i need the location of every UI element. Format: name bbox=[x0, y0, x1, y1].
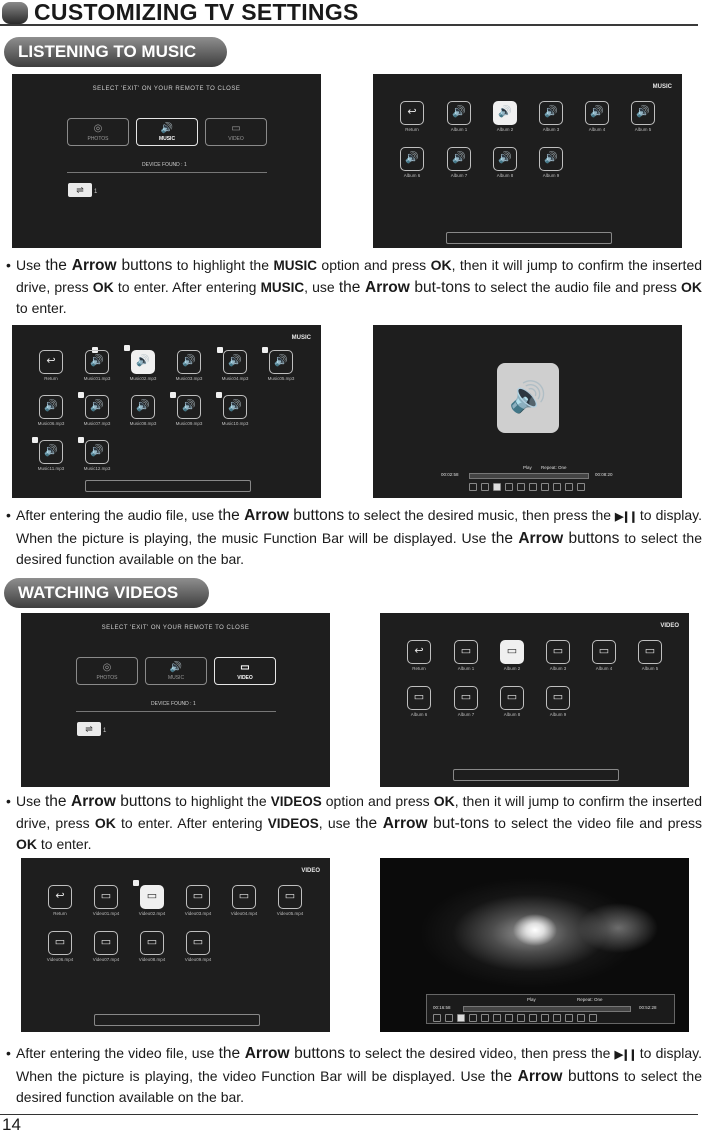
album-icon: 🔊 bbox=[539, 101, 563, 125]
file-icon: 🔊 bbox=[223, 350, 247, 374]
return-icon: ↩ bbox=[48, 885, 72, 909]
file-icon: 🔊 bbox=[269, 350, 293, 374]
source-tile-photos: ◎ PHOTOS bbox=[67, 118, 129, 146]
file-icon: 🔊 bbox=[177, 395, 201, 419]
control-button bbox=[553, 1014, 561, 1022]
control-button bbox=[577, 1014, 585, 1022]
screen-header: SELECT 'EXIT' ON YOUR REMOTE TO CLOSE bbox=[92, 86, 241, 92]
icon-label: Video01.mp4 bbox=[92, 911, 120, 916]
icon-label: Music12.mp3 bbox=[83, 466, 111, 471]
icon-label: Album 3 bbox=[542, 127, 560, 132]
icon-label: Album 3 bbox=[549, 666, 567, 671]
screenshot-music-files bbox=[12, 325, 321, 498]
camera-icon: ◎ bbox=[102, 662, 112, 673]
file-icon: ▭ bbox=[94, 931, 118, 955]
icon-label: Music08.mp3 bbox=[129, 421, 157, 426]
instruction-music-2: • After entering the audio file, use the Arrow buttons to select the desired music, then press the ▶❙❙ to display. When the picture is playing, the music Function Bar will be displayed. Use the Arrow buttons to select the desired function available on the bar. bbox=[6, 507, 702, 567]
control-button bbox=[517, 1014, 525, 1022]
icon-label: Album 9 bbox=[542, 173, 560, 178]
icon-label: Album 5 bbox=[634, 127, 652, 132]
control-button bbox=[505, 1014, 513, 1022]
screen-tag: VIDEO bbox=[660, 623, 679, 629]
control-button bbox=[541, 483, 549, 491]
instruction-video-1: • Use the Arrow buttons to highlight the VIDEOS option and press OK, then it will jump to confirm the inserted drive, press OK to enter. After entering VIDEOS, use the Arrow but-tons to select the video file and press OK to enter. bbox=[6, 793, 702, 852]
screenshot-music-playing bbox=[373, 325, 682, 498]
device-found-label: DEVICE FOUND : 1 bbox=[142, 162, 187, 168]
checkbox bbox=[170, 392, 176, 398]
album-icon: ▭ bbox=[454, 686, 478, 710]
time-end: 00:52:28 bbox=[639, 1005, 657, 1010]
file-icon: 🔊 bbox=[131, 395, 155, 419]
screen-header: SELECT 'EXIT' ON YOUR REMOTE TO CLOSE bbox=[101, 625, 250, 631]
title-bullet-icon bbox=[2, 2, 28, 24]
album-icon: 🔊 bbox=[493, 147, 517, 171]
file-icon: ▭ bbox=[278, 885, 302, 909]
icon-label: Music05.mp3 bbox=[267, 376, 295, 381]
icon-label: Video03.mp4 bbox=[184, 911, 212, 916]
return-icon: ↩ bbox=[39, 350, 63, 374]
bullet: • bbox=[6, 793, 11, 809]
icon-label: Music02.mp3 bbox=[129, 376, 157, 381]
instruction-music-1: • Use the Arrow buttons to highlight the MUSIC option and press OK, then it will jump to confirm the inserted drive, press OK to enter. After entering MUSIC, use the Arrow but-tons to select the audio file and press OK to enter. bbox=[6, 257, 703, 316]
icon-label: Music04.mp3 bbox=[221, 376, 249, 381]
album-icon: ▭ bbox=[592, 640, 616, 664]
progress-bar bbox=[469, 473, 589, 479]
screenshot-video-albums bbox=[380, 613, 689, 787]
page-header bbox=[0, 0, 698, 26]
icon-label: Return bbox=[53, 911, 67, 916]
icon-label: Video08.mp4 bbox=[138, 957, 166, 962]
file-icon: ▭ bbox=[94, 885, 118, 909]
album-icon: ▭ bbox=[454, 640, 478, 664]
album-icon: 🔊 bbox=[539, 147, 563, 171]
icon-label: Album 4 bbox=[588, 127, 606, 132]
return-icon: ↩ bbox=[407, 640, 431, 664]
control-button bbox=[565, 1014, 573, 1022]
icon-label: Video02.mp4 bbox=[138, 911, 166, 916]
icon-label: Music09.mp3 bbox=[175, 421, 203, 426]
device-found-label: DEVICE FOUND : 1 bbox=[151, 701, 196, 707]
control-button bbox=[445, 1014, 453, 1022]
album-icon: ▭ bbox=[500, 640, 524, 664]
usb-icon: ⇌ bbox=[68, 183, 92, 197]
icon-label: Album 8 bbox=[503, 712, 521, 717]
screenshot-music-albums bbox=[373, 74, 682, 248]
control-button bbox=[529, 483, 537, 491]
file-icon: ▭ bbox=[140, 931, 164, 955]
return-icon: ↩ bbox=[400, 101, 424, 125]
usb-count: 1 bbox=[94, 189, 98, 195]
icon-label: Album 8 bbox=[496, 173, 514, 178]
file-icon: 🔊 bbox=[223, 395, 247, 419]
file-icon: 🔊 bbox=[39, 395, 63, 419]
album-icon: ▭ bbox=[546, 640, 570, 664]
icon-label: Album 4 bbox=[595, 666, 613, 671]
info-bar bbox=[94, 1014, 260, 1026]
page-number: 14 bbox=[2, 1115, 21, 1134]
video-camera-icon: ▭ bbox=[240, 662, 250, 673]
icon-label: Music10.mp3 bbox=[221, 421, 249, 426]
checkbox bbox=[133, 880, 139, 886]
usb-count: 1 bbox=[103, 728, 107, 734]
control-button bbox=[493, 1014, 501, 1022]
instruction-video-2: • After entering the video file, use the Arrow buttons to select the desired video, then press the ▶❙❙ to display. When the picture is playing, the video Function Bar will be displayed. Use the Arrow buttons to select the desired function available on the bar. bbox=[6, 1045, 702, 1105]
icon-label: Album 1 bbox=[457, 666, 475, 671]
icon-label: Album 6 bbox=[410, 712, 428, 717]
file-icon: 🔊 bbox=[85, 440, 109, 464]
checkbox bbox=[262, 347, 268, 353]
file-icon: ▭ bbox=[48, 931, 72, 955]
speaker-icon: 🔊 bbox=[497, 363, 559, 433]
play-label: Play bbox=[527, 997, 536, 1002]
icon-label: Music06.mp3 bbox=[37, 421, 65, 426]
icon-label: Video04.mp4 bbox=[230, 911, 258, 916]
screenshot-source-select-music bbox=[12, 74, 321, 248]
album-icon: 🔊 bbox=[493, 101, 517, 125]
album-icon: 🔊 bbox=[585, 101, 609, 125]
icon-label: Music03.mp3 bbox=[175, 376, 203, 381]
speaker-icon: 🔊 bbox=[169, 662, 183, 673]
file-icon: 🔊 bbox=[131, 350, 155, 374]
source-tile-video: ▭ VIDEO bbox=[214, 657, 276, 685]
control-button bbox=[505, 483, 513, 491]
speaker-icon: 🔊 bbox=[160, 123, 174, 134]
file-icon: 🔊 bbox=[85, 350, 109, 374]
play-label: Play bbox=[523, 465, 532, 470]
control-button bbox=[553, 483, 561, 491]
icon-label: Album 5 bbox=[641, 666, 659, 671]
control-button bbox=[577, 483, 585, 491]
file-icon: ▭ bbox=[140, 885, 164, 909]
divider bbox=[76, 711, 276, 712]
function-bar bbox=[426, 994, 675, 1024]
album-icon: ▭ bbox=[638, 640, 662, 664]
checkbox bbox=[124, 345, 130, 351]
footer-divider bbox=[0, 1114, 698, 1115]
time-start: 00:02:58 bbox=[441, 472, 459, 477]
info-bar bbox=[446, 232, 612, 244]
album-icon: 🔊 bbox=[631, 101, 655, 125]
screenshot-video-files bbox=[21, 858, 330, 1032]
bullet: • bbox=[6, 1045, 11, 1061]
icon-label: Video05.mp4 bbox=[276, 911, 304, 916]
icon-label: Return bbox=[412, 666, 426, 671]
source-tile-photos: ◎ PHOTOS bbox=[76, 657, 138, 685]
icon-label: Video07.mp4 bbox=[92, 957, 120, 962]
control-button bbox=[481, 1014, 489, 1022]
icon-label: Album 7 bbox=[457, 712, 475, 717]
icon-label: Video09.mp4 bbox=[184, 957, 212, 962]
screen-tag: MUSIC bbox=[652, 84, 672, 90]
section-heading-video: WATCHING VIDEOS bbox=[4, 578, 209, 608]
album-icon: 🔊 bbox=[400, 147, 424, 171]
control-button bbox=[565, 483, 573, 491]
info-bar bbox=[85, 480, 251, 492]
file-icon: 🔊 bbox=[39, 440, 63, 464]
progress-bar bbox=[463, 1006, 631, 1012]
file-icon: ▭ bbox=[232, 885, 256, 909]
icon-label: Music01.mp3 bbox=[83, 376, 111, 381]
repeat-label: Repeat: One bbox=[577, 997, 603, 1002]
icon-label: Album 2 bbox=[503, 666, 521, 671]
screen-tag: VIDEO bbox=[301, 868, 320, 874]
checkbox bbox=[217, 347, 223, 353]
icon-label: Music11.mp3 bbox=[37, 466, 65, 471]
icon-label: Album 2 bbox=[496, 127, 514, 132]
control-button bbox=[481, 483, 489, 491]
album-icon: 🔊 bbox=[447, 147, 471, 171]
control-button bbox=[517, 483, 525, 491]
file-icon: 🔊 bbox=[85, 395, 109, 419]
source-tile-video: ▭ VIDEO bbox=[205, 118, 267, 146]
checkbox bbox=[78, 392, 84, 398]
album-icon: 🔊 bbox=[447, 101, 471, 125]
checkbox bbox=[216, 392, 222, 398]
page-title: CUSTOMIZING TV SETTINGS bbox=[34, 0, 359, 25]
album-icon: ▭ bbox=[407, 686, 431, 710]
section-heading-music: LISTENING TO MUSIC bbox=[4, 37, 227, 67]
time-end: 00:08:20 bbox=[595, 472, 613, 477]
play-pause-icon: ▶❙❙ bbox=[615, 511, 636, 523]
album-icon: ▭ bbox=[500, 686, 524, 710]
bullet: • bbox=[6, 257, 11, 273]
screen-tag: MUSIC bbox=[291, 335, 311, 341]
icon-label: Album 6 bbox=[403, 173, 421, 178]
control-button bbox=[469, 1014, 477, 1022]
icon-label: Video06.mp4 bbox=[46, 957, 74, 962]
file-icon: ▭ bbox=[186, 885, 210, 909]
source-tile-music: 🔊 MUSIC bbox=[145, 657, 207, 685]
control-button bbox=[433, 1014, 441, 1022]
control-button bbox=[541, 1014, 549, 1022]
bullet: • bbox=[6, 507, 11, 523]
control-button bbox=[529, 1014, 537, 1022]
icon-label: Album 9 bbox=[549, 712, 567, 717]
icon-label: Album 7 bbox=[450, 173, 468, 178]
source-tile-music: 🔊 MUSIC bbox=[136, 118, 198, 146]
play-pause-icon: ▶❙❙ bbox=[614, 1049, 636, 1061]
control-button bbox=[457, 1014, 465, 1022]
divider bbox=[67, 172, 267, 173]
video-camera-icon: ▭ bbox=[231, 123, 241, 134]
icon-label: Music07.mp3 bbox=[83, 421, 111, 426]
control-button bbox=[469, 483, 477, 491]
screenshot-source-select-video bbox=[21, 613, 330, 787]
info-bar bbox=[453, 769, 619, 781]
file-icon: ▭ bbox=[186, 931, 210, 955]
icon-label: Return bbox=[405, 127, 419, 132]
checkbox bbox=[32, 437, 38, 443]
camera-icon: ◎ bbox=[93, 123, 103, 134]
control-button bbox=[493, 483, 501, 491]
control-button bbox=[589, 1014, 597, 1022]
file-icon: 🔊 bbox=[177, 350, 201, 374]
time-start: 00:16:58 bbox=[433, 1005, 451, 1010]
repeat-label: Repeat: One bbox=[541, 465, 567, 470]
screenshot-video-playing bbox=[380, 858, 689, 1032]
checkbox bbox=[78, 437, 84, 443]
icon-label: Album 1 bbox=[450, 127, 468, 132]
album-icon: ▭ bbox=[546, 686, 570, 710]
usb-icon: ⇌ bbox=[77, 722, 101, 736]
icon-label: Return bbox=[44, 376, 58, 381]
